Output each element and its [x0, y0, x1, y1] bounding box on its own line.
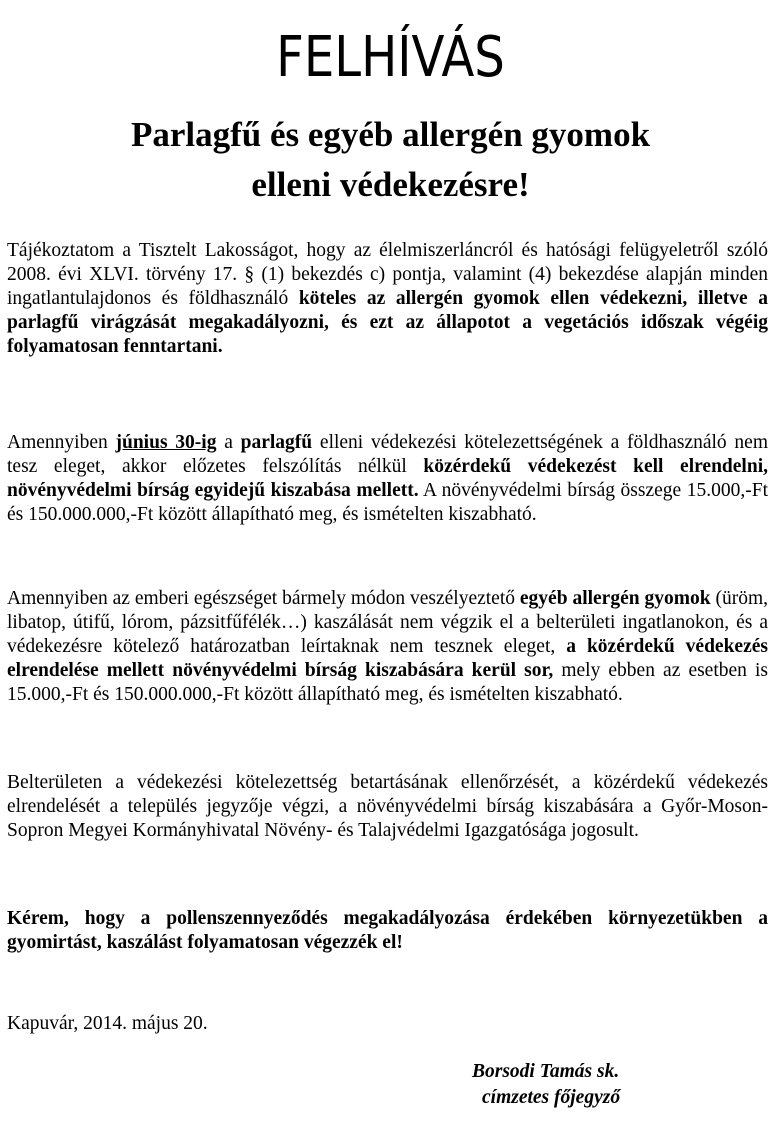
- paragraph-authority: Belterületen a védekezési kötelezettség betartásának ellenőrzését, a közérdekű védekezés elrendelését a település jegyzője végzi, a növényvédelmi bírság kiszabására a Győr-Moson-Sopron Megyei Kormányhivatal Növény- és Talajvédelmi Igazgatósága jogosult.: [7, 772, 768, 841]
- other-weeds-text-2: (üröm, libatop, útifű, lórom, pázsitfűfélék…) kaszálását nem végzik el a belterületi ingatlanokon, és a védekezésre kötelező határozatban leírtaknak nem tesznek eleget,: [7, 588, 769, 657]
- deadline-date: június 30-ig: [115, 432, 217, 453]
- obligation-bold: köteles az allergén gyomok ellen védekezni, illetve a parlagfű virágzását megakadályozni, és ezt az állapotot a vegetációs időszak végéig folyamatosan fenntartani.: [7, 288, 769, 357]
- deadline-text-1: Amennyiben: [7, 432, 116, 453]
- deadline-text-2: a: [216, 432, 241, 453]
- paragraph-other-weeds: [7, 587, 768, 707]
- notice-subtitle: [0, 110, 781, 210]
- paragraph-obligation: [7, 239, 768, 359]
- other-weeds-text-3: mely ebben az esetben is 15.000,-Ft és 150.000.000,-Ft között állapítható meg, és ismételten kiszabható.: [7, 660, 769, 705]
- other-weeds-text-1: Amennyiben az emberi egészséget bármely módon veszélyeztető: [7, 588, 520, 609]
- notice-heading: FELHÍVÁS: [276, 25, 505, 90]
- date-line: Kapuvár, 2014. május 20.: [7, 1013, 208, 1034]
- subtitle-line-2: elleni védekezésre!: [251, 165, 530, 204]
- other-weeds-bold-2: a közérdekű védekezés elrendelése mellett növényvédelmi bírság kiszabására kerül sor,: [7, 636, 768, 681]
- deadline-bold: közérdekű védekezést kell elrendelni, növényvédelmi bírság egyidejű kiszabása mellett.: [7, 456, 768, 501]
- fine-amount-text: A növényvédelmi bírság összege 15.000,-Ft és 150.000.000,-Ft között állapítható meg, és ismételten kiszabható.: [7, 480, 768, 525]
- other-weeds-bold-1: egyéb allergén gyomok: [519, 588, 711, 609]
- paragraph-ragweed-deadline: [7, 431, 768, 527]
- deadline-text-3: elleni védekezési kötelezettségének a földhasználó nem tesz eleget, akkor előzetes felszólítás nélkül: [7, 432, 769, 477]
- obligation-intro: Tájékoztatom a Tisztelt Lakosságot, hogy az élelmiszerláncról és hatósági felügyeletről szóló 2008. évi XLVI. törvény 17. § (1) bekezdés c) pontja, valamint (4) bekezdése alapján minden ingatlantulajdonos és földhasználó: [7, 240, 768, 309]
- ragweed-term: parlagfű: [240, 432, 313, 453]
- signature-title: címzetes főjegyző: [482, 1087, 621, 1108]
- paragraph-request: Kérem, hogy a pollenszennyeződés megakadályozása érdekében környezetükben a gyomirtást, kaszálást folyamatosan végezzék el!: [7, 908, 768, 953]
- signature-name: Borsodi Tamás sk.: [472, 1061, 620, 1082]
- subtitle-line-1: Parlagfű és egyéb allergén gyomok: [130, 115, 651, 154]
